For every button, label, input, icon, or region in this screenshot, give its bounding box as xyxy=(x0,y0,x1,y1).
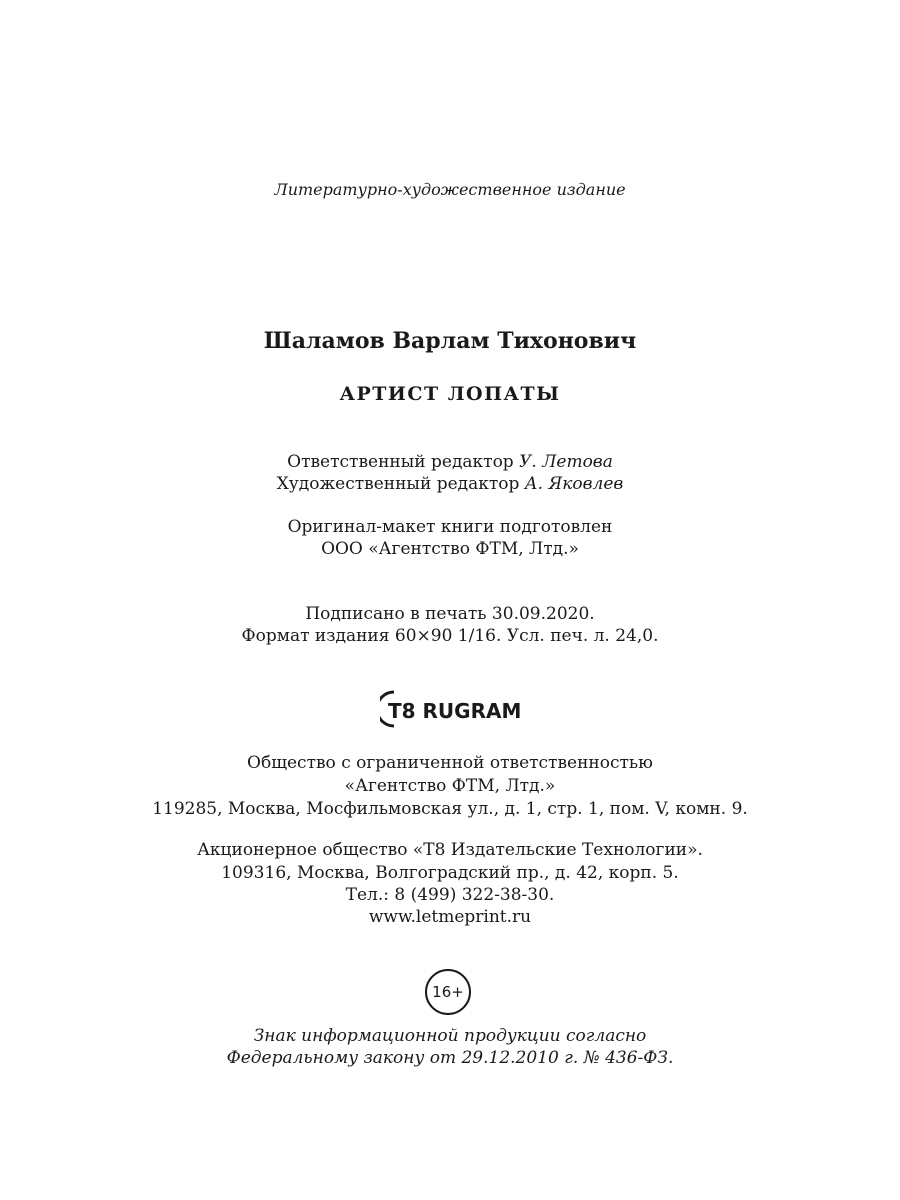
art-editor-line xyxy=(0,472,900,496)
company2-website: www.letmeprint.ru xyxy=(368,907,532,927)
age-rating-badge: 16+ xyxy=(425,969,471,1015)
responsible-editor-line xyxy=(0,450,900,474)
edition-format: Формат издания 60×90 1/16. Усл. печ. л. 24,0. xyxy=(241,626,659,646)
logo-text: T8 RUGRAM xyxy=(388,699,520,723)
responsible-editor-name: У. Летова xyxy=(519,452,613,472)
author-name: Шаламов Варлам Тихонович xyxy=(263,328,637,354)
layout-credit-line1: Оригинал-макет книги подготовлен xyxy=(287,517,613,537)
t8-rugram-logo xyxy=(380,686,520,730)
signed-to-print: Подписано в печать 30.09.2020. xyxy=(305,604,595,624)
legal-note-line1: Знак информационной продукции согласно xyxy=(253,1026,647,1046)
company2-address: 109316, Москва, Волгоградский пр., д. 42, корп. 5. xyxy=(221,863,679,883)
book-title: АРТИСТ ЛОПАТЫ xyxy=(339,383,561,405)
edition-type: Литературно-художественное издание xyxy=(274,180,626,199)
layout-credit-line2: ООО «Агентство ФТМ, Лтд.» xyxy=(321,539,579,559)
company2-name: Акционерное общество «Т8 Издательские Технологии». xyxy=(197,840,703,860)
company1-line1: Общество с ограниченной ответственностью xyxy=(247,753,653,773)
t8-rugram-logo-icon xyxy=(380,686,520,730)
art-editor-label: Художественный редактор xyxy=(276,474,520,494)
company1-address: 119285, Москва, Мосфильмовская ул., д. 1, стр. 1, пом. V, комн. 9. xyxy=(152,799,748,819)
company1-line2: «Агентство ФТМ, Лтд.» xyxy=(344,776,556,796)
company2-phone: Тел.: 8 (499) 322-38-30. xyxy=(345,885,555,905)
legal-note-line2: Федеральному закону от 29.12.2010 г. № 436-ФЗ. xyxy=(226,1048,674,1068)
art-editor-name: А. Яковлев xyxy=(524,474,624,494)
responsible-editor-label: Ответственный редактор xyxy=(287,452,514,472)
